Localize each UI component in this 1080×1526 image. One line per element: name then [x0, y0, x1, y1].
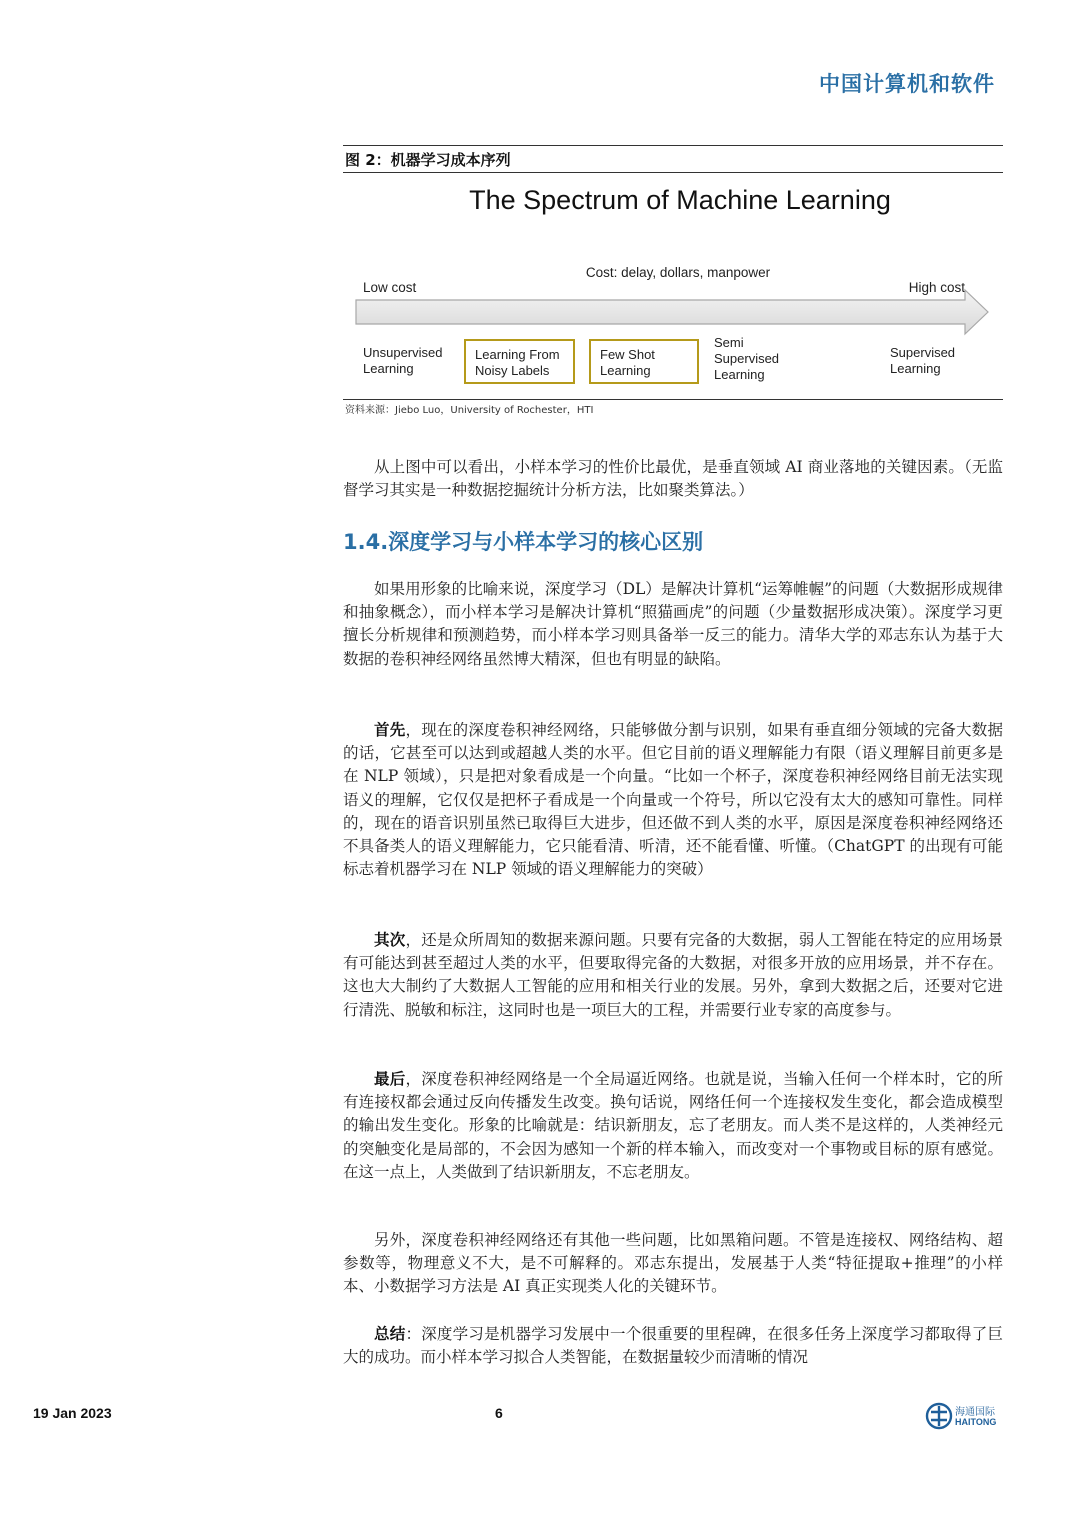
paragraph-last-text: ，深度卷积神经网络是一个全局逼近网络。也就是说，当输入任何一个样本时，它的所有连接权都会通过反向传播发生改变。换句话说，网络任何一个连接权发生变化，都会造成模型的输出发生变化。形象的比喻就是：结识新朋友，忘了老朋友。而人类不是这样的，人类神经元的突触变化是局部的，不会因为感知一个新的样本输入，而改变对一个事物或目标的原有感觉。在这一点上，人类做到了结识新朋友，不忘老朋友。 — [343, 1070, 1003, 1181]
figure-bottom-rule — [343, 399, 1003, 400]
svg-text:Learning: Learning — [600, 363, 651, 378]
paragraph-second — [343, 928, 1003, 1022]
svg-text:Supervised: Supervised — [890, 345, 956, 360]
haitong-logo — [925, 1402, 1010, 1432]
spectrum-items — [363, 335, 955, 383]
paragraph-first-text: ，现在的深度卷积神经网络，只能够做分割与识别，如果有垂直细分领域的完备大数据的话，它甚至可以达到或超越人类的水平。但它目前的语义理解能力有限（语义理解目前更多是在 NLP 领域），只是把对象看成是一个向量。“比如一个杯子，深度卷积神经网络目前无法实现语义的理解，它仅仅是把杯子看成是一个向量或一个符号，所以它没有太大的感知可靠性。同样的，现在的语音识别虽然已取得巨大进步，但还做不到人类的水平，原因是深度卷积神经网络还不具备类人的语义理解能力，它只能看清、听清，还不能看懂、听懂。（ChatGPT 的出现有可能标志着机器学习在 NLP 领域的语义理解能力的突破） — [343, 721, 1003, 879]
paragraph-summary — [343, 1322, 1003, 1369]
paragraph-metaphor: 如果用形象的比喻来说，深度学习（DL）是解决计算机“运筹帷幄”的问题（大数据形成规律和抽象概念），而小样本学习是解决计算机“照猫画虎”的问题（少量数据形成决策）。深度学习更擅长分析规律和预测趋势，而小样本学习则具备举一反三的能力。清华大学的邓志东认为基于大数据的卷积神经网络虽然博大精深，但也有明显的缺陷。 — [343, 580, 1003, 668]
spectrum-item-noisy-labels — [465, 340, 574, 383]
low-cost-label: Low cost — [363, 280, 417, 295]
spectrum-item-supervised — [890, 345, 955, 376]
ml-spectrum-diagram — [343, 173, 1003, 399]
svg-text:Learning: Learning — [714, 367, 765, 382]
svg-text:Learning From: Learning From — [475, 347, 560, 362]
figure-container — [343, 145, 1003, 400]
paragraph-last-lead: 最后 — [374, 1069, 406, 1088]
footer-date: 19 Jan 2023 — [33, 1405, 112, 1421]
svg-text:Few Shot: Few Shot — [600, 347, 655, 362]
paragraph-first — [343, 718, 1003, 881]
paragraph-other-issues: 另外，深度卷积神经网络还有其他一些问题，比如黑箱问题。不管是连接权、网络结构、超参数等，物理意义不大，是不可解释的。邓志东提出，发展基于人类“特征提取+推理”的小样本、小数据学习方法是 AI 真正实现类人化的关键环节。 — [343, 1231, 1003, 1296]
svg-text:Noisy Labels: Noisy Labels — [475, 363, 550, 378]
paragraph-last — [343, 1067, 1003, 1184]
figure-top-rule — [343, 145, 1003, 146]
paragraph-second-lead: 其次 — [374, 930, 406, 949]
svg-text:Learning: Learning — [363, 361, 414, 376]
paragraph-summary-text: ：深度学习是机器学习发展中一个很重要的里程碑，在很多任务上深度学习都取得了巨大的成功。而小样本学习拟合人类智能，在数据量较少而清晰的情况 — [343, 1325, 1003, 1367]
svg-text:Semi: Semi — [714, 335, 744, 350]
svg-text:Learning: Learning — [890, 361, 941, 376]
svg-text:Unsupervised: Unsupervised — [363, 345, 443, 360]
footer-page-number: 6 — [495, 1405, 503, 1421]
header-title: 中国计算机和软件 — [819, 72, 995, 96]
cost-arrow — [356, 290, 988, 334]
cost-label: Cost: delay, dollars, manpower — [585, 265, 771, 280]
paragraph-first-lead: 首先 — [374, 720, 406, 739]
paragraph-second-text: ，还是众所周知的数据来源问题。只要有完备的大数据，弱人工智能在特定的应用场景有可能达到甚至超过人类的水平，但要取得完备的大数据，对很多开放的应用场景，并不存在。这也大大制约了大数据人工智能的应用和相关行业的发展。另外，拿到大数据之后，还要对它进行清洗、脱敏和标注，这同时也是一项巨大的工程，并需要行业专家的高度参与。 — [343, 931, 1003, 1019]
high-cost-label: High cost — [908, 280, 965, 295]
paragraph-summary-lead: 总结 — [374, 1324, 406, 1343]
spectrum-item-unsupervised — [363, 345, 443, 376]
figure-source-note: 资料来源：Jiebo Luo，University of Rochester，HTI — [345, 405, 594, 416]
spectrum-item-semi-supervised — [714, 335, 779, 382]
diagram-title: The Spectrum of Machine Learning — [469, 185, 891, 215]
svg-text:Supervised: Supervised — [714, 351, 780, 366]
section-heading: 1.4.深度学习与小样本学习的核心区别 — [343, 530, 704, 554]
haitong-logo-icon — [925, 1402, 953, 1430]
figure-caption: 图 2：机器学习成本序列 — [345, 151, 511, 169]
haitong-logo-cn: 海通国际 — [955, 1407, 995, 1418]
spectrum-item-few-shot — [590, 340, 698, 383]
haitong-logo-en: HAITONG — [955, 1417, 997, 1427]
paragraph-intro: 从上图中可以看出，小样本学习的性价比最优，是垂直领域 AI 商业落地的关键因素。（无监督学习其实是一种数据挖掘统计分析方法，比如聚类算法。） — [343, 458, 1003, 500]
